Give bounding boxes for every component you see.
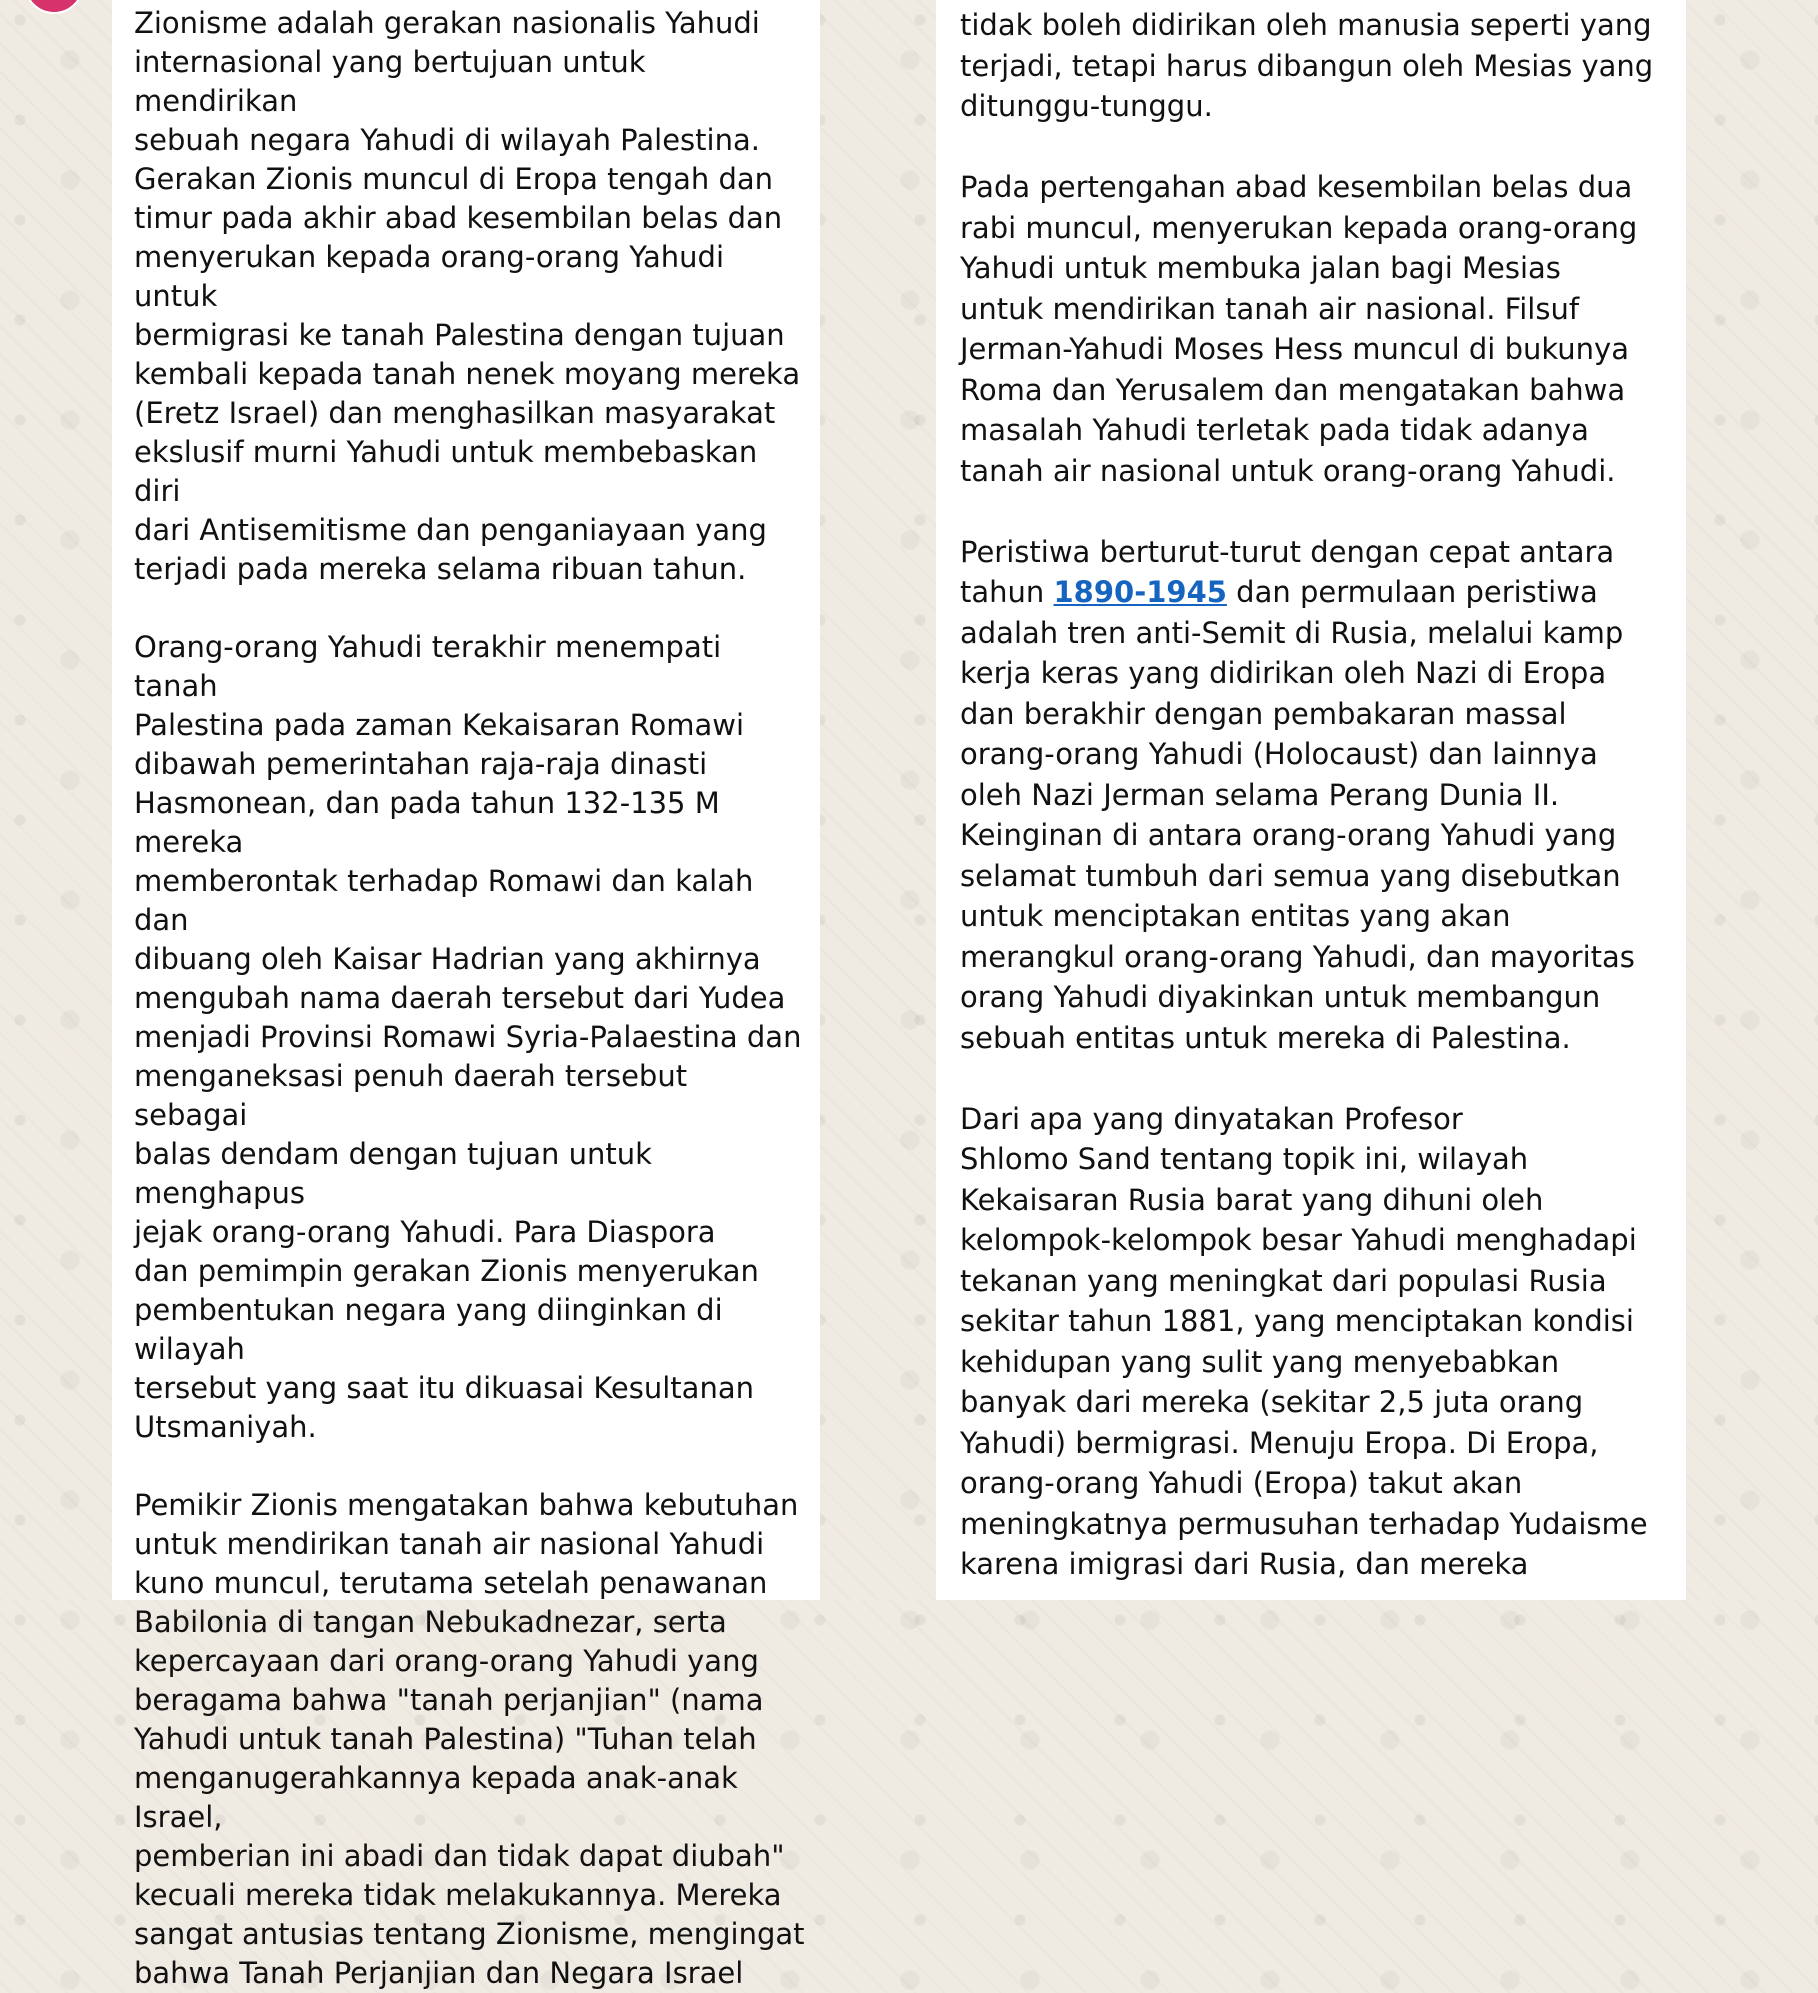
- message-paragraph: Pemikir Zionis mengatakan bahwa kebutuhan untuk mendirikan tanah air nasional Yahudi kuno muncul, terutama setelah penawanan Babilonia di tangan Nebukadnezar, serta kepercayaan dari orang-orang Yahudi yang beragama bahwa "tanah perjanjian" (nama Yahudi untuk tanah Palestina) "Tuhan telah menganugerahkannya kepada anak-anak Israel, pemberian ini abadi dan tidak dapat diubah" kecuali mereka tidak melakukannya. Mereka sangat antusias tentang Zionisme, mengingat bahwa Tanah Perjanjian dan Negara Israel: [134, 1488, 805, 1990]
- message-paragraph-with-link: [960, 532, 1672, 1059]
- avatar[interactable]: [24, 0, 84, 14]
- message-paragraph: Zionisme adalah gerakan nasionalis Yahudi internasional yang bertujuan untuk mendirikan sebuah negara Yahudi di wilayah Palestina. Gerakan Zionis muncul di Eropa tengah dan timur pada akhir abad kesembilan belas dan menyerukan kepada orang-orang Yahudi untuk bermigrasi ke tanah Palestina dengan tujuan kembali kepada tanah nenek moyang mereka (Eretz Israel) dan menghasilkan masyarakat ekslusif murni Yahudi untuk membebaskan diri dari Antisemitisme dan penganiayaan yang terjadi pada mereka selama ribuan tahun.: [134, 6, 801, 586]
- message-text: Peristiwa berturut-turut dengan cepat antara tahun: [960, 534, 1615, 609]
- message-text: dan permulaan peristiwa adalah tren anti-Semit di Rusia, melalui kamp kerja keras yang didirikan oleh Nazi di Eropa dan berakhir dengan pembakaran massal orang-orang Yahudi (Holocaust) dan lainnya oleh Nazi Jerman selama Perang Dunia II. Keinginan di antara orang-orang Yahudi yang selamat tumbuh dari semua yang disebutkan untuk menciptakan entitas yang akan merangkul orang-orang Yahudi, dan mayoritas orang Yahudi diyakinkan untuk membangun sebuah entitas untuk mereka di Palestina.: [960, 575, 1635, 1055]
- message-paragraph: Pada pertengahan abad kesembilan belas dua rabi muncul, menyerukan kepada orang-orang Yahudi untuk membuka jalan bagi Mesias untuk mendirikan tanah air nasional. Filsuf Jerman-Yahudi Moses Hess muncul di bukunya Roma dan Yerusalem dan mengatakan bahwa masalah Yahudi terletak pada tidak adanya tanah air nasional untuk orang-orang Yahudi.: [960, 170, 1638, 488]
- message-paragraph: tidak boleh didirikan oleh manusia seperti yang terjadi, tetapi harus dibangun oleh Mesias yang ditunggu-tunggu.: [960, 8, 1654, 123]
- message-paragraph: Orang-orang Yahudi terakhir menempati tanah Palestina pada zaman Kekaisaran Romawi dibawah pemerintahan raja-raja dinasti Hasmonean, dan pada tahun 132-135 M mereka memberontak terhadap Romawi dan kalah dan dibuang oleh Kaisar Hadrian yang akhirnya mengubah nama daerah tersebut dari Yudea menjadi Provinsi Romawi Syria-Palaestina dan menganeksasi penuh daerah tersebut sebagai balas dendam dengan tujuan untuk menghapus jejak orang-orang Yahudi. Para Diaspora dan pemimpin gerakan Zionis menyerukan pembentukan negara yang diinginkan di wilayah tersebut yang saat itu dikuasai Kesultanan Utsmaniyah.: [134, 630, 802, 1444]
- message-paragraph: Dari apa yang dinyatakan Profesor Shlomo Sand tentang topik ini, wilayah Kekaisaran Rusia barat yang dihuni oleh kelompok-kelompok besar Yahudi menghadapi tekanan yang meningkat dari populasi Rusia sekitar tahun 1881, yang menciptakan kondisi kehidupan yang sulit yang menyebabkan banyak dari mereka (sekitar 2,5 juta orang Yahudi) bermigrasi. Menuju Eropa. Di Eropa, orang-orang Yahudi (Eropa) takut akan meningkatnya permusuhan terhadap Yudaisme karena imigrasi dari Rusia, dan mereka: [960, 1101, 1648, 1581]
- message-bubble-right[interactable]: [936, 0, 1686, 1600]
- message-bubble-left[interactable]: [112, 0, 820, 1990]
- date-range-link[interactable]: 1890-1945: [1053, 575, 1227, 609]
